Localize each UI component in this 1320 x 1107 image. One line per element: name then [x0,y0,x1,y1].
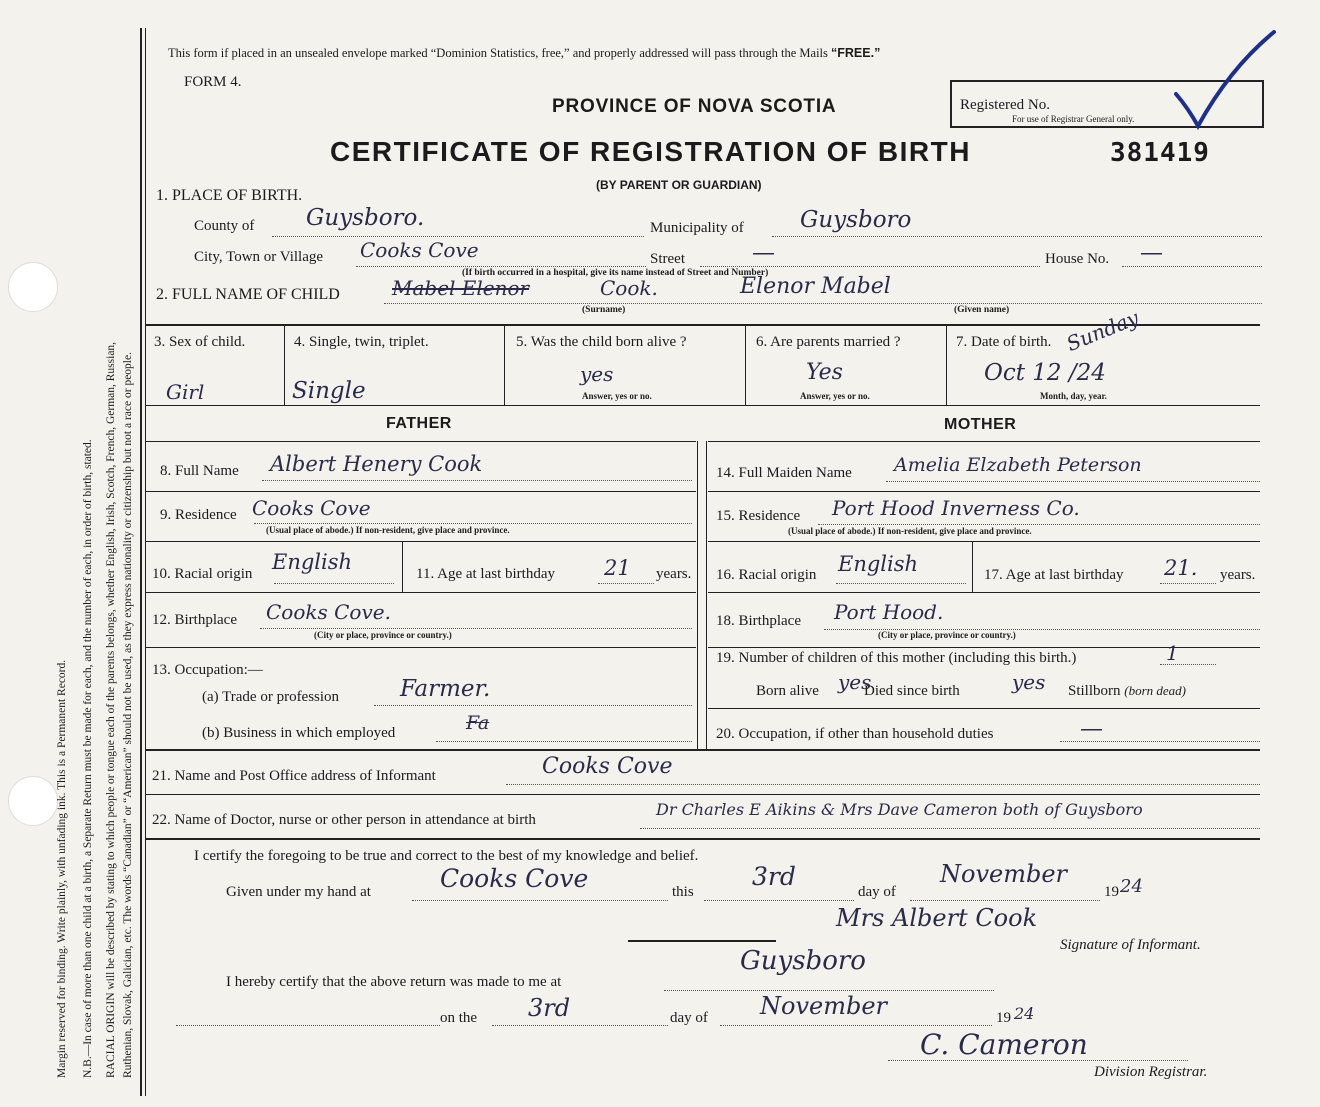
day-of-label: day of [858,884,896,900]
rule-f4 [146,647,696,648]
this-label: this [672,884,694,900]
given-year-value: 24 [1120,876,1143,897]
margin-note-racial-origin-1: RACIAL ORIGIN will be described by stating to which people or tongue each of the parents belongs, whether English, Irish, Scotch, French, German, Russian, [105,341,117,1078]
registrar-month-line [720,1025,992,1026]
city-value: Cooks Cove [360,238,479,262]
rule-f2 [146,541,696,542]
registrar-place-line [664,990,994,991]
registrar-month-value: November [760,992,888,1020]
rule-col-2 [504,326,505,406]
rule-m3 [708,592,1260,593]
mother-city-note: (City or place, province or country.) [878,630,1016,640]
county-line [272,236,644,237]
page-subtitle: (BY PARENT OR GUARDIAN) [596,178,762,192]
surname-note: (Surname) [582,305,626,315]
stillborn-label: Stillborn (born dead) [1068,683,1187,699]
father-residence-value: Cooks Cove [252,496,371,520]
father-name-value: Albert Henery Cook [270,452,483,476]
rule-before-doctor [146,794,1260,795]
division-registrar-label: Division Registrar. [1094,1064,1208,1080]
rule-f1 [146,491,696,492]
rule-m5 [708,708,1260,709]
plurality-label: 4. Single, twin, triplet. [294,334,429,350]
date-of-birth-value: Oct 12 /24 [984,360,1106,386]
rule-under-heads-right [708,441,1260,442]
born-alive-count-label: Born alive [756,683,819,699]
certify-statement: I certify the foregoing to be true and correct to the best of my knowledge and belief. [194,848,699,864]
mother-birthplace-value: Port Hood. [834,600,944,624]
given-month-line [910,900,1100,901]
father-age-line [598,583,654,584]
mother-heading: MOTHER [944,416,1017,433]
mother-occupation-label: 20. Occupation, if other than household duties [716,726,994,742]
father-heading: FATHER [386,415,452,432]
house-number-label: House No. [1045,251,1110,267]
mother-race-line [836,583,966,584]
mother-occupation-value: — [1080,716,1103,742]
given-year-prefix: 19 [1104,884,1119,900]
rule-bottom-row3 [146,405,1260,406]
rule-under-heads [146,441,696,442]
parents-married-label: 6. Are parents married ? [756,334,901,350]
registered-label: Registered No. [960,97,1050,113]
date-of-birth-day: Sunday [1063,305,1143,356]
died-since-birth-value: yes [1012,670,1046,694]
child-name-line [384,303,1262,304]
father-trade-line [374,705,692,706]
rule-col-1 [284,326,285,406]
form-number: FORM 4. [184,74,242,90]
children-count-line [1160,664,1216,665]
given-at-value: Cooks Cove [440,864,589,893]
mother-race-value: English [838,552,919,576]
street-value: — [752,240,775,266]
mother-race-label: 16. Racial origin [716,567,817,583]
rule-f-age [402,542,403,592]
given-month-value: November [940,860,1068,888]
father-city-note: (City or place, province or country.) [314,630,452,640]
margin-note-multiple-births: N.B.—In case of more than one child at a birth, a Separate Return must be made for each, and the number of each, in order of birth, stated. [82,439,94,1078]
municipality-line [772,236,1262,237]
page-title: CERTIFICATE OF REGISTRATION OF BIRTH [330,136,971,167]
municipality-value: Guysboro [800,207,912,233]
children-count-value: 1 [1166,641,1179,665]
parents-married-value: Yes [806,360,843,385]
given-at-line [412,900,668,901]
house-number-value: — [1140,240,1163,266]
registrar-signature-line [888,1060,1188,1061]
margin-note-binding: Margin reserved for binding. Write plainly, with unfading ink. This is a Permanent Record. [56,659,68,1078]
children-count-label: 19. Number of children of this mother (including this birth.) [716,650,1077,666]
sex-label: 3. Sex of child. [154,334,246,350]
father-residence-line [254,523,692,524]
father-occupation-label: 13. Occupation:— [152,662,263,678]
given-day-line [704,900,854,901]
registrar-use-note: For use of Registrar General only. [1012,114,1135,124]
informant-value: Cooks Cove [542,754,673,779]
registrar-certify-statement: I hereby certify that the above return was made to me at [226,974,562,990]
rule-m1 [708,491,1260,492]
mother-residence-label: 15. Residence [716,508,801,524]
margin-note-racial-origin-2: Ruthenian, Slovak, Galician, etc. The words “Canadian” or “American” should not be used, as they express nationality or citizenship but not a race or people. [122,352,134,1078]
mother-age-line [1160,583,1216,584]
informant-line [506,784,1260,785]
born-alive-label: 5. Was the child born alive ? [516,334,687,350]
registrar-day-value: 3rd [528,994,571,1022]
mother-residence-value: Port Hood Inverness Co. [832,496,1080,520]
province-heading: PROVINCE OF NOVA SCOTIA [552,96,837,117]
father-race-label: 10. Racial origin [152,566,253,582]
father-age-value: 21 [604,556,631,580]
plurality-value: Single [292,378,366,404]
house-line [1122,266,1262,267]
father-birthplace-label: 12. Birthplace [152,612,237,628]
child-surname-value: Cook. [600,276,658,300]
mother-name-line [886,481,1260,482]
registrar-year-prefix: 19 [996,1010,1011,1026]
mother-age-value: 21. [1164,556,1198,580]
city-line [356,266,646,267]
street-label: Street [650,251,685,267]
registrar-year-value: 24 [1014,1004,1035,1023]
rule-col-4 [946,326,947,406]
sex-value: Girl [166,380,205,404]
mother-name-label: 14. Full Maiden Name [716,465,852,481]
rule-m-age [972,542,973,592]
married-answer-note: Answer, yes or no. [800,391,870,401]
signature-of-informant-label: Signature of Informant. [1060,937,1201,953]
given-day-value: 3rd [752,862,796,891]
rule-before-certification [146,838,1260,840]
checkmark-icon [1170,28,1280,138]
father-business-value: Fa [466,712,490,734]
father-business-label: (b) Business in which employed [202,725,396,741]
father-name-line [262,480,692,481]
registration-number: 381419 [1110,138,1210,168]
mother-age-label: 17. Age at last birthday [984,567,1124,583]
doctor-label: 22. Name of Doctor, nurse or other person in attendance at birth [152,812,536,828]
born-alive-count-value: yes [838,670,872,694]
doctor-line [640,828,1260,829]
mother-years-label: years. [1220,567,1256,583]
registrar-day-line [492,1025,668,1026]
child-given-value: Elenor Mabel [740,274,891,299]
rule-col-3 [745,326,746,406]
mail-notice: This form if placed in an unsealed envelope marked “Dominion Statistics, free,” and properly addressed will pass through the Mails “FREE.” [168,46,881,60]
informant-signature: Mrs Albert Cook [836,904,1038,932]
father-residence-label: 9. Residence [160,507,237,523]
doctor-value: Dr Charles E Aikins & Mrs Dave Cameron both of Guysboro [656,800,1143,819]
alive-answer-note: Answer, yes or no. [582,391,652,401]
father-business-line [436,741,692,742]
dob-note: Month, day, year. [1040,391,1107,401]
certification-divider [628,940,776,942]
binder-hole-top [8,262,58,312]
mother-name-value: Amelia Elzabeth Peterson [894,454,1142,476]
city-label: City, Town or Village [194,249,324,265]
father-age-label: 11. Age at last birthday [416,566,555,582]
county-value: Guysboro. [306,205,425,231]
street-line [700,266,1040,267]
registrar-signature: C. Cameron [920,1028,1088,1061]
mother-residence-line [818,524,1260,525]
rule-before-informant [146,749,1260,751]
died-since-birth-label: Died since birth [864,683,960,699]
registrar-place-value: Guysboro [740,946,866,976]
father-birthplace-line [260,628,692,629]
given-at-label: Given under my hand at [226,884,371,900]
registrar-day-of-label: day of [670,1010,708,1026]
binder-hole-bottom [8,776,58,826]
rule-f3 [146,592,696,593]
child-name-struck: Mabel Elenor [392,276,530,300]
father-abode-note: (Usual place of abode.) If non-resident, give place and province. [266,525,510,535]
father-race-value: English [272,550,353,574]
mother-birthplace-label: 18. Birthplace [716,613,801,629]
father-trade-label: (a) Trade or profession [202,689,340,705]
left-border-inner [145,28,146,1096]
father-name-label: 8. Full Name [160,463,239,479]
father-trade-value: Farmer. [400,676,491,702]
hospital-note: (If birth occurred in a hospital, give its name instead of Street and Number) [462,268,769,278]
registrar-date-lead-line [176,1025,440,1026]
rule-center-left [697,441,698,749]
father-race-line [274,583,394,584]
municipality-label: Municipality of [650,220,744,236]
given-name-note: (Given name) [954,305,1010,315]
on-the-label: on the [440,1010,478,1026]
place-of-birth-heading: 1. PLACE OF BIRTH. [156,187,303,204]
child-name-label: 2. FULL NAME OF CHILD [156,286,340,303]
date-of-birth-label: 7. Date of birth. [956,334,1052,350]
county-label: County of [194,218,255,234]
rule-center-right [706,441,707,749]
rule-m2 [708,541,1260,542]
informant-label: 21. Name and Post Office address of Informant [152,768,436,784]
father-birthplace-value: Cooks Cove. [266,600,391,624]
born-alive-value: yes [580,362,614,386]
father-years-label: years. [656,566,692,582]
left-border [140,28,142,1096]
mother-abode-note: (Usual place of abode.) If non-resident, give place and province. [788,526,1032,536]
